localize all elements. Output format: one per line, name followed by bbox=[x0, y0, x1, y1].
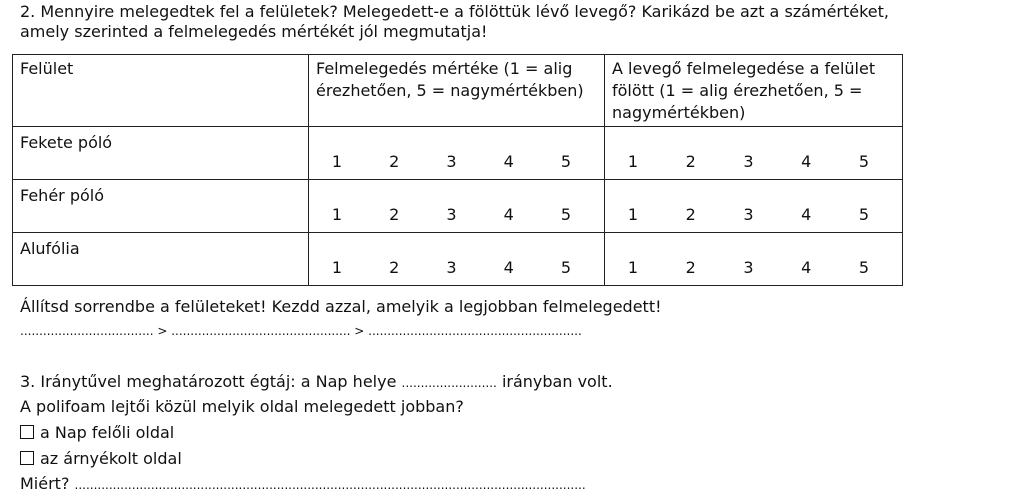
table-row bbox=[13, 127, 903, 180]
scale-option[interactable]: 5 bbox=[560, 152, 572, 171]
row-surface-label: Alufólia bbox=[13, 233, 309, 286]
scale-option[interactable]: 3 bbox=[446, 258, 457, 277]
ordering-blank-first[interactable]: ................................... bbox=[20, 324, 154, 338]
air-heating-scale bbox=[605, 127, 903, 180]
air-heating-scale bbox=[605, 180, 903, 233]
scale-option[interactable]: 2 bbox=[389, 152, 400, 171]
scale-option[interactable]: 4 bbox=[503, 152, 514, 171]
scale-option[interactable]: 2 bbox=[685, 205, 696, 224]
scale-option[interactable]: 1 bbox=[331, 258, 343, 277]
scale-option[interactable]: 5 bbox=[858, 152, 870, 171]
ordering-blank-second[interactable]: ............................................... bbox=[171, 324, 351, 338]
sun-direction-blank[interactable]: ......................... bbox=[401, 376, 497, 390]
question-2 bbox=[20, 2, 1010, 42]
scale-option[interactable]: 1 bbox=[627, 205, 639, 224]
header-surface-heating: Felmelegedés mértéke (1 = alig érezhetően, 5 = nagymértékben) bbox=[309, 55, 605, 127]
row-surface-label: Fehér póló bbox=[13, 180, 309, 233]
scale-option[interactable]: 5 bbox=[560, 205, 572, 224]
scale-option[interactable]: 4 bbox=[801, 258, 812, 277]
scale-option[interactable]: 1 bbox=[627, 258, 639, 277]
table-row bbox=[13, 180, 903, 233]
surface-heating-scale bbox=[309, 127, 605, 180]
question-3-suffix: irányban volt. bbox=[496, 372, 613, 391]
option-label: az árnyékolt oldal bbox=[40, 449, 182, 468]
question-3-direction bbox=[20, 372, 613, 393]
checkbox[interactable] bbox=[20, 425, 34, 439]
scale-option[interactable]: 4 bbox=[801, 205, 812, 224]
scale-option[interactable]: 1 bbox=[331, 205, 343, 224]
question-2-line-1: 2. Mennyire melegedtek fel a felületek? Melegedett-e a fölöttük lévő levegő? Karikázd be azt a számértéket, bbox=[20, 2, 890, 21]
scale-option[interactable]: 5 bbox=[858, 205, 870, 224]
ordering-separator: > bbox=[350, 324, 369, 338]
scale-option[interactable]: 1 bbox=[627, 152, 639, 171]
option-sun-side[interactable] bbox=[20, 423, 174, 443]
scale-option[interactable]: 1 bbox=[331, 152, 343, 171]
scale-option[interactable]: 2 bbox=[685, 152, 696, 171]
why-blank[interactable]: ...................................................................................................................................... bbox=[74, 478, 586, 492]
scale-option[interactable]: 5 bbox=[560, 258, 572, 277]
scale-option[interactable]: 3 bbox=[743, 152, 754, 171]
rating-table bbox=[12, 54, 903, 286]
option-shaded-side[interactable] bbox=[20, 449, 182, 469]
scale-option[interactable]: 4 bbox=[503, 205, 514, 224]
question-3-prefix: 3. Iránytűvel meghatározott égtáj: a Nap helye bbox=[20, 372, 402, 391]
scale-option[interactable]: 3 bbox=[446, 205, 457, 224]
ordering-blank-third[interactable]: ........................................................ bbox=[368, 324, 582, 338]
question-2-line-2: amely szerinted a felmelegedés mértékét jól megmutatja! bbox=[20, 22, 488, 41]
checkbox[interactable] bbox=[20, 451, 34, 465]
ordering-instruction: Állítsd sorrendbe a felületeket! Kezdd azzal, amelyik a legjobban felmelegedett! bbox=[20, 297, 662, 316]
air-heating-scale bbox=[605, 233, 903, 286]
scale-option[interactable]: 2 bbox=[389, 258, 400, 277]
question-3-slope: A polifoam lejtői közül melyik oldal melegedett jobban? bbox=[20, 397, 464, 416]
scale-option[interactable]: 2 bbox=[389, 205, 400, 224]
table-row bbox=[13, 233, 903, 286]
scale-option[interactable]: 4 bbox=[503, 258, 514, 277]
scale-option[interactable]: 3 bbox=[446, 152, 457, 171]
ordering-answer-line bbox=[20, 321, 582, 341]
scale-option[interactable]: 2 bbox=[685, 258, 696, 277]
why-line bbox=[20, 474, 586, 495]
surface-heating-scale bbox=[309, 233, 605, 286]
surface-heating-scale bbox=[309, 180, 605, 233]
table-header-row bbox=[13, 55, 903, 127]
row-surface-label: Fekete póló bbox=[13, 127, 309, 180]
header-air-heating: A levegő felmelegedése a felület fölött (1 = alig érezhetően, 5 = nagymértékben) bbox=[605, 55, 903, 127]
ordering-separator: > bbox=[153, 324, 172, 338]
why-label: Miért? bbox=[20, 474, 75, 493]
option-label: a Nap felőli oldal bbox=[40, 423, 175, 442]
header-surface: Felület bbox=[13, 55, 309, 127]
scale-option[interactable]: 3 bbox=[743, 258, 754, 277]
scale-option[interactable]: 3 bbox=[743, 205, 754, 224]
scale-option[interactable]: 5 bbox=[858, 258, 870, 277]
scale-option[interactable]: 4 bbox=[801, 152, 812, 171]
